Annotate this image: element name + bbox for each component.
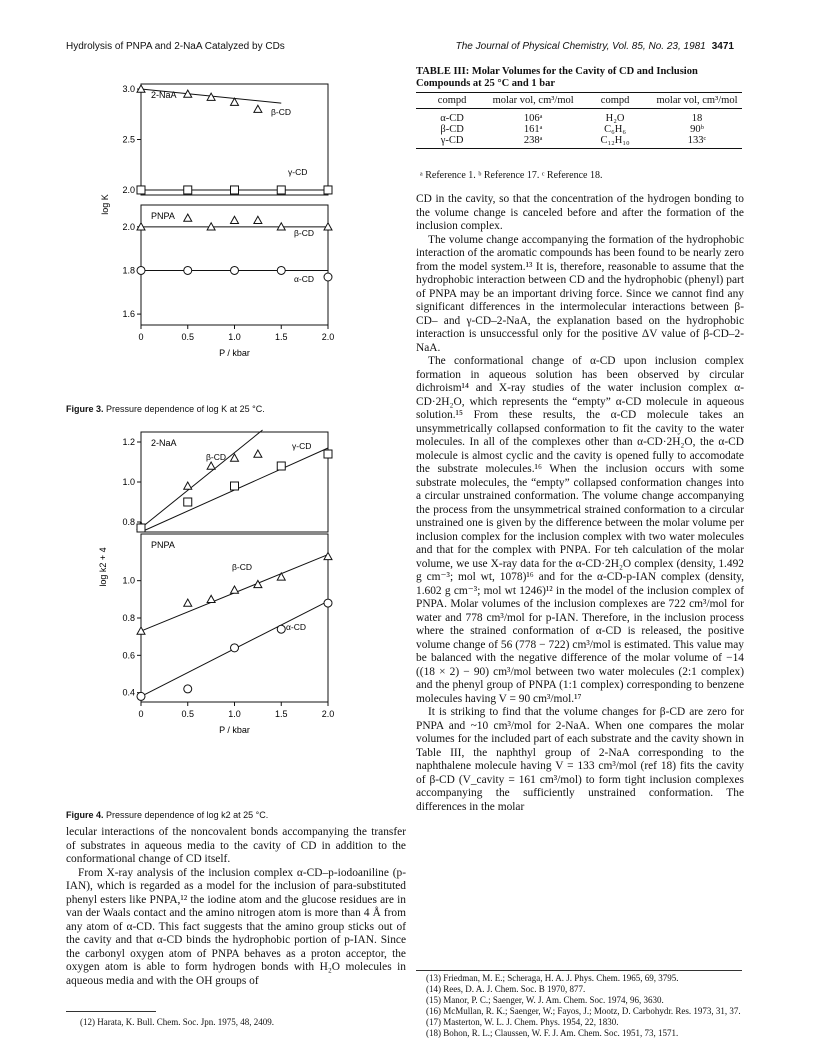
data-point bbox=[231, 186, 239, 194]
data-point bbox=[184, 266, 192, 274]
y-tick-label: 2.0 bbox=[122, 184, 135, 195]
x-tick-label: 1.5 bbox=[274, 709, 288, 719]
x-tick-label: 2.0 bbox=[321, 332, 335, 342]
data-point bbox=[137, 524, 145, 532]
data-point bbox=[207, 462, 215, 469]
x-tick-label: 0.5 bbox=[181, 332, 195, 342]
data-point bbox=[231, 216, 239, 223]
table-header-cell: compd bbox=[416, 93, 488, 109]
data-point bbox=[277, 462, 285, 470]
table-header-cell: molar vol, cm³/mol bbox=[652, 93, 742, 109]
data-point bbox=[254, 450, 262, 457]
footnote-16: (16) McMullan, R. K.; Saenger, W.; Fayos, J.; Mootz, D. Carbohydr. Res. 1973, 31, 37. bbox=[426, 1006, 741, 1016]
data-point bbox=[184, 498, 192, 506]
table-cell: 90ᵇ bbox=[690, 124, 704, 135]
table-row bbox=[416, 124, 742, 135]
data-point bbox=[324, 450, 332, 458]
x-axis-label: P / kbar bbox=[219, 348, 250, 358]
data-point bbox=[231, 482, 239, 490]
panel-label: PNPA bbox=[151, 540, 175, 550]
table-3-title bbox=[416, 66, 742, 90]
data-point bbox=[231, 586, 239, 593]
journal-citation: The Journal of Physical Chemistry, Vol. 85, No. 23, 1981 bbox=[455, 41, 706, 52]
data-point bbox=[137, 186, 145, 194]
left-paragraph-1: lecular interactions of the noncovalent bonds accompanying the transfer of substrates in aqueous media to the cavity of CD in addition to the conformational change of CD itself. bbox=[66, 826, 406, 865]
x-tick-label: 0.5 bbox=[181, 709, 195, 719]
panel-label: 2-NaA bbox=[151, 438, 177, 448]
y-tick-label: 1.0 bbox=[122, 575, 135, 586]
table-3-title-text: Molar Volumes for the Cavity of CD and Inclusion Compounds at 25 °C and 1 bar bbox=[416, 66, 698, 89]
figure-3 bbox=[66, 70, 356, 405]
figure-3-caption bbox=[66, 404, 406, 414]
y-tick-label: 1.2 bbox=[122, 437, 135, 447]
table-cell: γ-CD bbox=[416, 135, 488, 149]
left-column-text bbox=[66, 826, 406, 988]
x-axis-label: P / kbar bbox=[219, 725, 250, 735]
x-tick-label: 2.0 bbox=[321, 709, 335, 719]
series-label: γ-CD bbox=[292, 441, 312, 451]
y-tick-label: 0.8 bbox=[122, 613, 135, 623]
y-tick-label: 0.8 bbox=[122, 517, 135, 527]
table-3-label: TABLE III: bbox=[416, 66, 470, 77]
running-header-title: Hydrolysis of PNPA and 2-NaA Catalyzed by CDs bbox=[66, 41, 285, 52]
data-point bbox=[277, 573, 285, 580]
table-cell: C₁₂H₁₀ bbox=[578, 135, 652, 149]
right-paragraph-1: CD in the cavity, so that the concentration of the hydrogen bonding to the volume change is canceled before and after the formation of the inclusion complex. bbox=[416, 193, 744, 232]
data-point bbox=[277, 186, 285, 194]
table-row bbox=[416, 135, 742, 149]
data-point bbox=[324, 599, 332, 607]
table-cell: 238ᵃ bbox=[488, 135, 578, 149]
series-label: α-CD bbox=[286, 622, 307, 632]
right-column-text bbox=[416, 193, 744, 814]
table-header-row bbox=[416, 93, 742, 109]
x-tick-label: 1.0 bbox=[228, 709, 241, 719]
table-cell: 161ᵃ bbox=[523, 124, 543, 135]
footnote-18: (18) Bohon, R. L.; Claussen, W. F. J. Am. Chem. Soc. 1951, 73, 1571. bbox=[426, 1028, 679, 1038]
series-label: γ-CD bbox=[288, 167, 308, 177]
footnote-15: (15) Manor, P. C.; Saenger, W. J. Am. Chem. Soc. 1974, 96, 3630. bbox=[426, 995, 664, 1005]
y-axis-label: log k2 + 4 bbox=[98, 547, 108, 587]
data-point bbox=[184, 214, 192, 221]
table-3-footnote: ᵃ Reference 1. ᵇ Reference 17. ᶜ Reference 18. bbox=[420, 170, 603, 181]
figure-4-caption bbox=[66, 810, 406, 820]
series-label: β-CD bbox=[232, 562, 252, 572]
panel-label: PNPA bbox=[151, 211, 175, 221]
data-point bbox=[254, 105, 262, 112]
y-tick-label: 3.0 bbox=[122, 84, 135, 95]
running-header-journal bbox=[456, 41, 734, 52]
table-cell: H₂O bbox=[605, 113, 625, 124]
data-point bbox=[324, 273, 332, 281]
table-header-cell: molar vol, cm³/mol bbox=[488, 93, 578, 109]
data-point bbox=[254, 216, 262, 223]
page-number: 3471 bbox=[711, 41, 734, 52]
data-point bbox=[231, 644, 239, 652]
figure-3-chart bbox=[66, 70, 356, 405]
right-paragraph-3: The conformational change of α-CD upon inclusion complex formation in aqueous solution has been observed by circular dichroism¹⁴ and X-ray studies of the water inclusion complex α-CD·2H₂O, which represents the “empty” α-CD molecule in aqueous solution.¹⁵ From these results, the α-CD molecule takes an unsymmetrically collapsed conformation to fit the cavity to the water molecules. In all of the complexes other than α-CD·2H₂O, the α-CD molecule is almost cyclic and the cavity is opened fully to accomodate the substrate molecules.¹⁶ When the inclusion occurs with some substrate molecules, the “empty” collapsed conformation changes into a circular unstrained conformation. The volume change accompanying the process from the unsymmetrical strained conformation to a circular unstrained one is given by the difference between the molar volume per inclusion complex for the inclusion complex with two water molecules and that for the complex with PNPA. For teh calculation of the molar volume, we use X-ray data for the α-CD·2H₂O complex (density, 1.492 g cm⁻³; mol wt, 1078)¹⁶ and for the α-CD-p-IAN complex (density, 1.602 g cm⁻³; mol wt 1246)¹² in the model of the inclusion complex of PNPA. Molar volumes of the inclusion complexes are 722 cm³/mol for water and 778 cm³/mol for p-IAN. Therefore, in the inclusion process where the strained conformation of α-CD is released, the positive volume change of 56 (778 − 722) cm³/mol is estimated. This value may be balanced with the negative difference of the molar volume of −14 ((18 × 2) − 90) cm³/mol between two water molecules (2:1 complex) and the phenyl group of PNPA (1:1 complex) corresponding to benzene molecules having V = 90 cm³/mol.¹⁷ bbox=[416, 355, 744, 705]
table-cell: α-CD bbox=[440, 113, 464, 124]
figure-4-chart bbox=[66, 424, 356, 804]
left-footnote-rule bbox=[66, 1011, 156, 1012]
left-footnotes bbox=[80, 1017, 410, 1028]
data-point bbox=[207, 595, 215, 602]
table-header-cell: compd bbox=[578, 93, 652, 109]
right-paragraph-4: It is striking to find that the volume changes for β-CD are zero for PNPA and ~10 cm³/mol for 2-NaA. When one compares the molar volumes for the included part of each substrate and the cavity shown in Table III, the naphthyl group of 2-NaA corresponding to the naphthalene molecule having V = 133 cm³/mol (ref 18) fits the cavity of β-CD (V_cavity = 161 cm³/mol) to form tight inclusion complexes accompanying the sufficiently unstrained conformation. The differences in the molar bbox=[416, 706, 744, 813]
series-label: β-CD bbox=[206, 452, 226, 462]
figure-4-caption-text: Pressure dependence of log k2 at 25 °C. bbox=[106, 810, 269, 820]
table-cell: 18 bbox=[691, 113, 703, 124]
data-point bbox=[184, 186, 192, 194]
table-cell: 133ᶜ bbox=[652, 135, 742, 149]
y-tick-label: 0.4 bbox=[122, 687, 135, 698]
data-point bbox=[324, 186, 332, 194]
x-tick-label: 1.0 bbox=[228, 332, 241, 342]
data-point bbox=[231, 266, 239, 274]
table-row bbox=[416, 109, 742, 125]
table-cell: C₆H₆ bbox=[604, 124, 627, 135]
left-paragraph-2: From X-ray analysis of the inclusion complex α-CD–p-iodoaniline (p-IAN), which is regarded as a model for the inclusion of para-substituted phenyl esters like PNPA,¹² the iodine atom and the glucose residues are in van der Waals contact and the amino nitrogen atom is more than 4 Å from any atom of α-CD. This fact suggests that the amino group sticks out of the cavity and that α-CD binds the hydrophobic portion of p-IAN. Since the carbonyl oxygen atom of PNPA behaves as a proton acceptor, the oxygen atom is able to form hydrogen bonds with H₂O molecules in aqueous media and with the OH groups of bbox=[66, 866, 406, 987]
y-tick-label: 2.5 bbox=[122, 134, 135, 145]
series-label: β-CD bbox=[294, 228, 314, 238]
figure-4-caption-label: Figure 4. bbox=[66, 810, 104, 820]
figure-4 bbox=[66, 424, 356, 804]
right-footnote-rule bbox=[416, 970, 742, 971]
x-tick-label: 1.5 bbox=[274, 332, 288, 342]
series-label: α-CD bbox=[294, 274, 315, 284]
data-point bbox=[184, 685, 192, 693]
x-tick-label: 0 bbox=[138, 332, 144, 342]
y-tick-label: 1.0 bbox=[122, 477, 135, 487]
data-point bbox=[277, 625, 285, 633]
y-axis-label: log K bbox=[100, 194, 110, 215]
right-paragraph-2: The volume change accompanying the formation of the hydrophobic interaction of the aromatic compounds has been found to be nearly zero from the model system.¹³ It is, therefore, reasonable to assume that the hydrophobic interaction between CD and the hydrophobic (phenyl) part of PNPA may be an important driving force. Since we cannot find any significant differences in the intermolecular interactions between β-CD– and γ-CD–2-NaA, the explanation based on the hydrophobic interaction is unsuccessful only for the positive ΔV value of β-CD–2-NaA. bbox=[416, 233, 744, 354]
table-3 bbox=[416, 92, 742, 149]
x-tick-label: 0 bbox=[138, 709, 144, 719]
panel-frame bbox=[141, 534, 328, 702]
y-tick-label: 1.6 bbox=[122, 309, 135, 320]
table-cell: β-CD bbox=[440, 124, 464, 135]
data-point bbox=[137, 266, 145, 274]
series-label: β-CD bbox=[271, 107, 291, 117]
data-point bbox=[137, 627, 145, 634]
table-cell: 106ᵃ bbox=[523, 113, 543, 124]
footnote-14: (14) Rees, D. A. J. Chem. Soc. B 1970, 877. bbox=[426, 984, 586, 994]
data-point bbox=[184, 599, 192, 606]
panel-label: 2-NaA bbox=[151, 90, 177, 100]
footnote-17: (17) Masterton, W. L. J. Chem. Phys. 1954, 22, 1830. bbox=[426, 1017, 619, 1027]
data-point bbox=[137, 692, 145, 700]
figure-3-caption-text: Pressure dependence of log K at 25 °C. bbox=[106, 404, 265, 414]
y-tick-label: 1.8 bbox=[122, 265, 135, 276]
y-tick-label: 0.6 bbox=[122, 650, 135, 661]
data-point bbox=[277, 266, 285, 274]
right-footnotes bbox=[426, 973, 746, 1039]
figure-3-caption-label: Figure 3. bbox=[66, 404, 104, 414]
footnote-12: (12) Harata, K. Bull. Chem. Soc. Jpn. 1975, 48, 2409. bbox=[80, 1017, 274, 1027]
footnote-13: (13) Friedman, M. E.; Scheraga, H. A. J. Phys. Chem. 1965, 69, 3795. bbox=[426, 973, 679, 983]
y-tick-label: 2.0 bbox=[122, 221, 135, 232]
data-point bbox=[184, 482, 192, 489]
